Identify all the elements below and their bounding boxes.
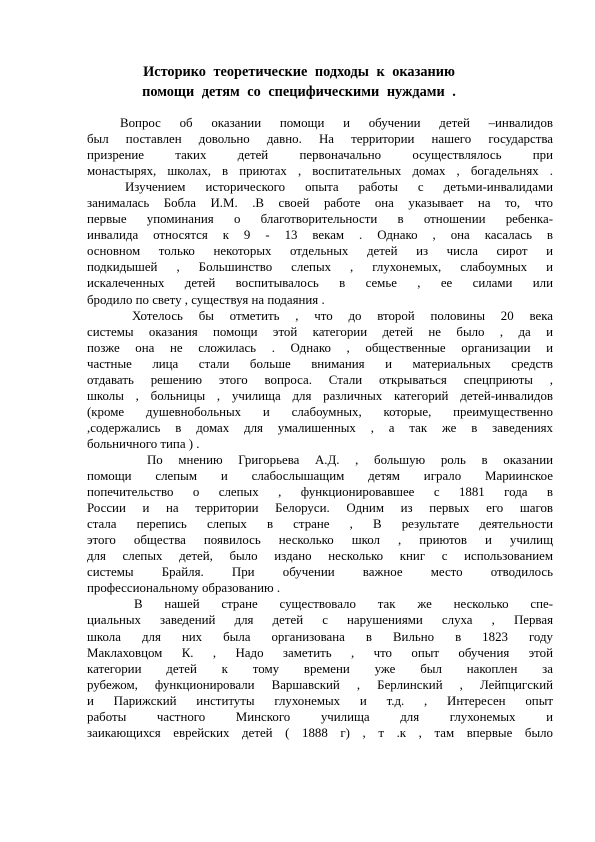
paragraph-line: системы Брайля. При обучении важное место отводилось [87, 565, 553, 580]
paragraph-line: больничного типа ) . [87, 436, 200, 451]
paragraph-line: позже она не сложилась . Однако , общественные организации и [87, 340, 553, 355]
paragraph-line: бродило по свету , существуя на подаяния . [87, 292, 325, 307]
paragraph-line: заикающихся еврейских детей ( 1888 г) , т .к , там впервые было [87, 725, 553, 740]
paragraph-line: частные лица стали больше внимания и материальных средств [87, 356, 553, 371]
paragraph-line: (кроме душевнобольных и слабоумных, которые, преимущественно [87, 404, 553, 419]
document-body [87, 115, 553, 741]
paragraph-line: Вопрос об оказании помощи и обучении детей –инвалидов [120, 116, 553, 130]
title-line: Историко теоретические подходы к оказанию [143, 64, 455, 80]
paragraph-line: стала перепись слепых в стране , В результате деятельности [87, 517, 553, 532]
paragraph-line: занималась Бобла И.М. .В своей работе она указывает на то, что [87, 196, 553, 211]
paragraph-line: и Парижский институты глухонемых и т.д. , Интересен опыт [87, 693, 553, 708]
paragraph-line: попечительство о слепых , функционировавшее с 1881 года в [87, 485, 553, 500]
paragraph-line: этого общества появилось несколько школ , приютов и училищ [87, 533, 553, 548]
paragraph-line: циальных заведений для детей с нарушениями слуха , Первая [87, 613, 553, 628]
paragraph-line: отдавать решению этого вопроса. Стали открываться спецприюты , [87, 372, 553, 387]
paragraph-line: призрение таких детей первоначально осуществлялось при [87, 148, 553, 163]
paragraph-line: для слепых детей, было издано несколько книг с использованием [87, 549, 553, 564]
paragraph-line: ,содержались в домах для умалишенных , а так же в заведениях [87, 420, 553, 435]
paragraph-line: категории детей к тому времени уже был накоплен за [87, 661, 553, 676]
paragraph-line: инвалида относятся к 9 - 13 векам . Однако , она касалась в [87, 228, 553, 243]
paragraph-line: Маклаховцом К. , Надо заметить , что опыт обучения этой [87, 645, 553, 660]
title-line: помощи детям со специфическими нуждами . [142, 84, 456, 100]
paragraph-line: профессиональному образованию . [87, 581, 281, 596]
paragraph-line: рубежом, функционировали Варшавский , Берлинский , Лейпцигский [87, 677, 553, 692]
paragraph-line: искалеченных детей воспитывалось в семье , ее силами или [87, 276, 553, 291]
paragraph-line: Хотелось бы отметить , что до второй половины 20 века [132, 308, 553, 323]
paragraph-line: школы , больницы , училища для различных категорий детей-инвалидов [87, 388, 553, 403]
paragraph-line: был поставлен довольно давно. На территории нашего государства [87, 132, 553, 147]
paragraph-line: По мнению Григорьева А.Д. , большую роль в оказании [147, 452, 553, 467]
paragraph-line: работы частного Минского училища для глухонемых и [87, 709, 553, 724]
paragraph-line: Изучением исторического опыта работы с детьми-инвалидами [125, 180, 553, 195]
paragraph-line: школа для них была организована в Вильно в 1823 году [87, 629, 553, 644]
paragraph-line: первые упоминания о благотворительности в отношении ребенка- [87, 212, 553, 227]
paragraph-line: системы оказания помощи этой категории детей не было , да и [87, 324, 553, 339]
paragraph-line: помощи слепым и слабослышащим детям играло Мариинское [87, 469, 553, 484]
document-title [60, 62, 538, 102]
paragraph-line: России и на территории Белоруси. Одним из первых его шагов [87, 501, 553, 516]
paragraph-line: основном только некоторых отдельных детей из числа сирот и [87, 244, 553, 259]
paragraph-line: монастырях, школах, в приютах , воспитательных домах , богадельнях . [87, 164, 553, 179]
paragraph-line: подкидышей , Большинство слепых , глухонемых, слабоумных и [87, 260, 553, 275]
paragraph-line: В нашей стране существовало так же несколько спе- [134, 597, 553, 612]
